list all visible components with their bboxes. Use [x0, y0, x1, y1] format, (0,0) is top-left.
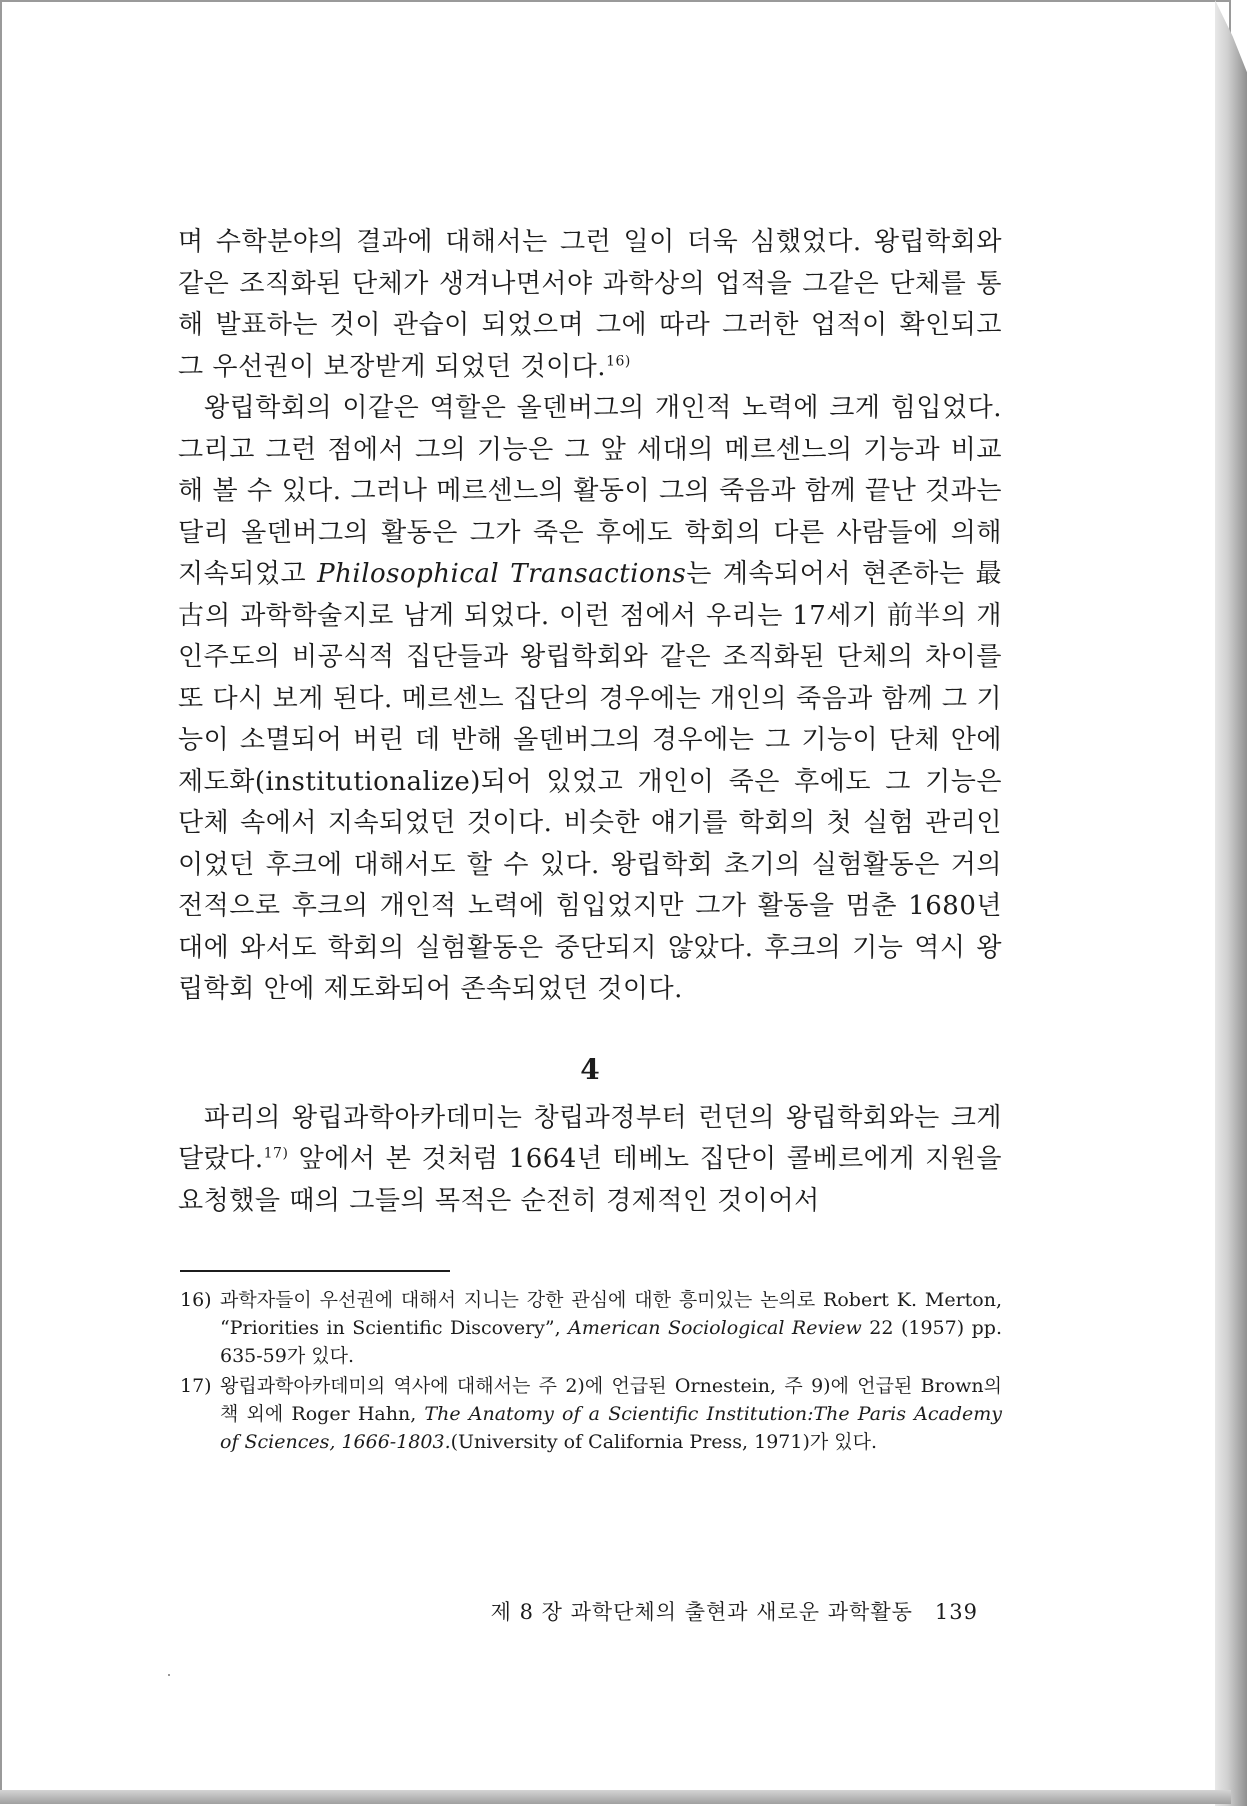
journal-title: Philosophical Transactions — [317, 559, 687, 589]
footnote-number: 16) — [180, 1289, 212, 1311]
paragraph-paris-academy: 파리의 왕립과학아카데미는 창립과정부터 런던의 왕립학회와는 크게 달랐다.$^{17)}$ 앞에서 본 것처럼 1664년 테베노 집단이 콜베르에게 지원을 요청했을 때의 그들의 목적은 순전히 경제적인 것이어서 — [178, 1102, 1002, 1216]
page-curl-right — [1215, 0, 1247, 1806]
footnotes — [178, 1286, 1002, 1456]
footnote-ref-17: 17) — [263, 1145, 289, 1162]
footnote-book-title: The Anatomy of a Scientific Institution:The Paris Academy of Sciences, 1666-1803. — [220, 1403, 1002, 1453]
page-curl-bottom — [0, 1790, 1231, 1804]
footnote-number: 17) — [180, 1375, 212, 1397]
section-number: 4 — [580, 1052, 600, 1086]
speck — [168, 1674, 170, 1676]
paragraph-oldenburg: 왕립학회의 이같은 역할은 올덴버그의 개인적 노력에 크게 힘입었다. 그리고 그런 점에서 그의 기능은 그 앞 세대의 메르센느의 기능과 비교해 볼 수 있다. 그러나 메르센느의 활동이 그의 죽음과 함께 끝난 것과는 달리 올덴버그의 활동은 그가 죽은 후에도 학회의 다른 사람들에 의해 지속되었고 Philosophical Transactions는 계속되어서 현존하는 最古의 과학학술지로 남게 되었다. 이런 점에서 우리는 17세기 前半의 개인주도의 비공식적 집단들과 왕립학회와 같은 조직화된 단체의 차이를 또 다시 보게 된다. 메르센느 집단의 경우에는 개인의 죽음과 함께 그 기능이 소멸되어 버린 데 반해 올덴버그의 경우에는 그 기능이 단체 안에 제도화(institutionalize)되어 있었고 개인이 죽은 후에도 그 기능은 단체 속에서 지속되었던 것이다. 비슷한 얘기를 학회의 첫 실험 관리인이었던 후크에 대해서도 할 수 있다. 왕립학회 초기의 실험활동은 거의 전적으로 후크의 개인적 노력에 힘입었지만 그가 활동을 멈춘 1680년대에 와서도 학회의 실험활동은 중단되지 않았다. 후크의 기능 역시 왕립학회 안에 제도화되어 존속되었던 것이다. — [178, 393, 1002, 1004]
page-number: 139 — [934, 1600, 978, 1624]
footnote-divider — [180, 1270, 450, 1272]
running-footer — [178, 1596, 978, 1626]
footnote-16: 16) 과학자들이 우선권에 대해서 지니는 강한 관심에 대한 흥미있는 논의로 Robert K. Merton, “Priorities in Scientific Discovery”, American Sociological Review 22 (1957) pp. 635-59가 있다. — [178, 1286, 1002, 1370]
footnote-ref-16: 16) — [606, 352, 631, 369]
book-page — [178, 222, 1002, 1458]
footnote-journal: American Sociological Review — [568, 1317, 862, 1339]
paragraph-continuation: 며 수학분야의 결과에 대해서는 그런 일이 더욱 심했었다. 왕립학회와 같은 조직화된 단체가 생겨나면서야 과학상의 업적을 그같은 단체를 통해 발표하는 것이 관습이 되었으며 그에 따라 그러한 업적이 확인되고 그 우선권이 보장받게 되었던 것이다.$^{16)}$ — [178, 227, 1002, 382]
chapter-title: 제 8 장 과학단체의 출현과 새로운 과학활동 — [490, 1600, 913, 1624]
footnote-17: 17) 왕립과학아카데미의 역사에 대해서는 주 2)에 언급된 Ornestein, 주 9)에 언급된 Brown의 책 외에 Roger Hahn, The Anatomy of a Scientific Institution:The Paris Academy of Sciences, 1666-1803.(University of California Press, 1971)가 있다. — [178, 1372, 1002, 1456]
body-text — [178, 222, 1002, 1222]
